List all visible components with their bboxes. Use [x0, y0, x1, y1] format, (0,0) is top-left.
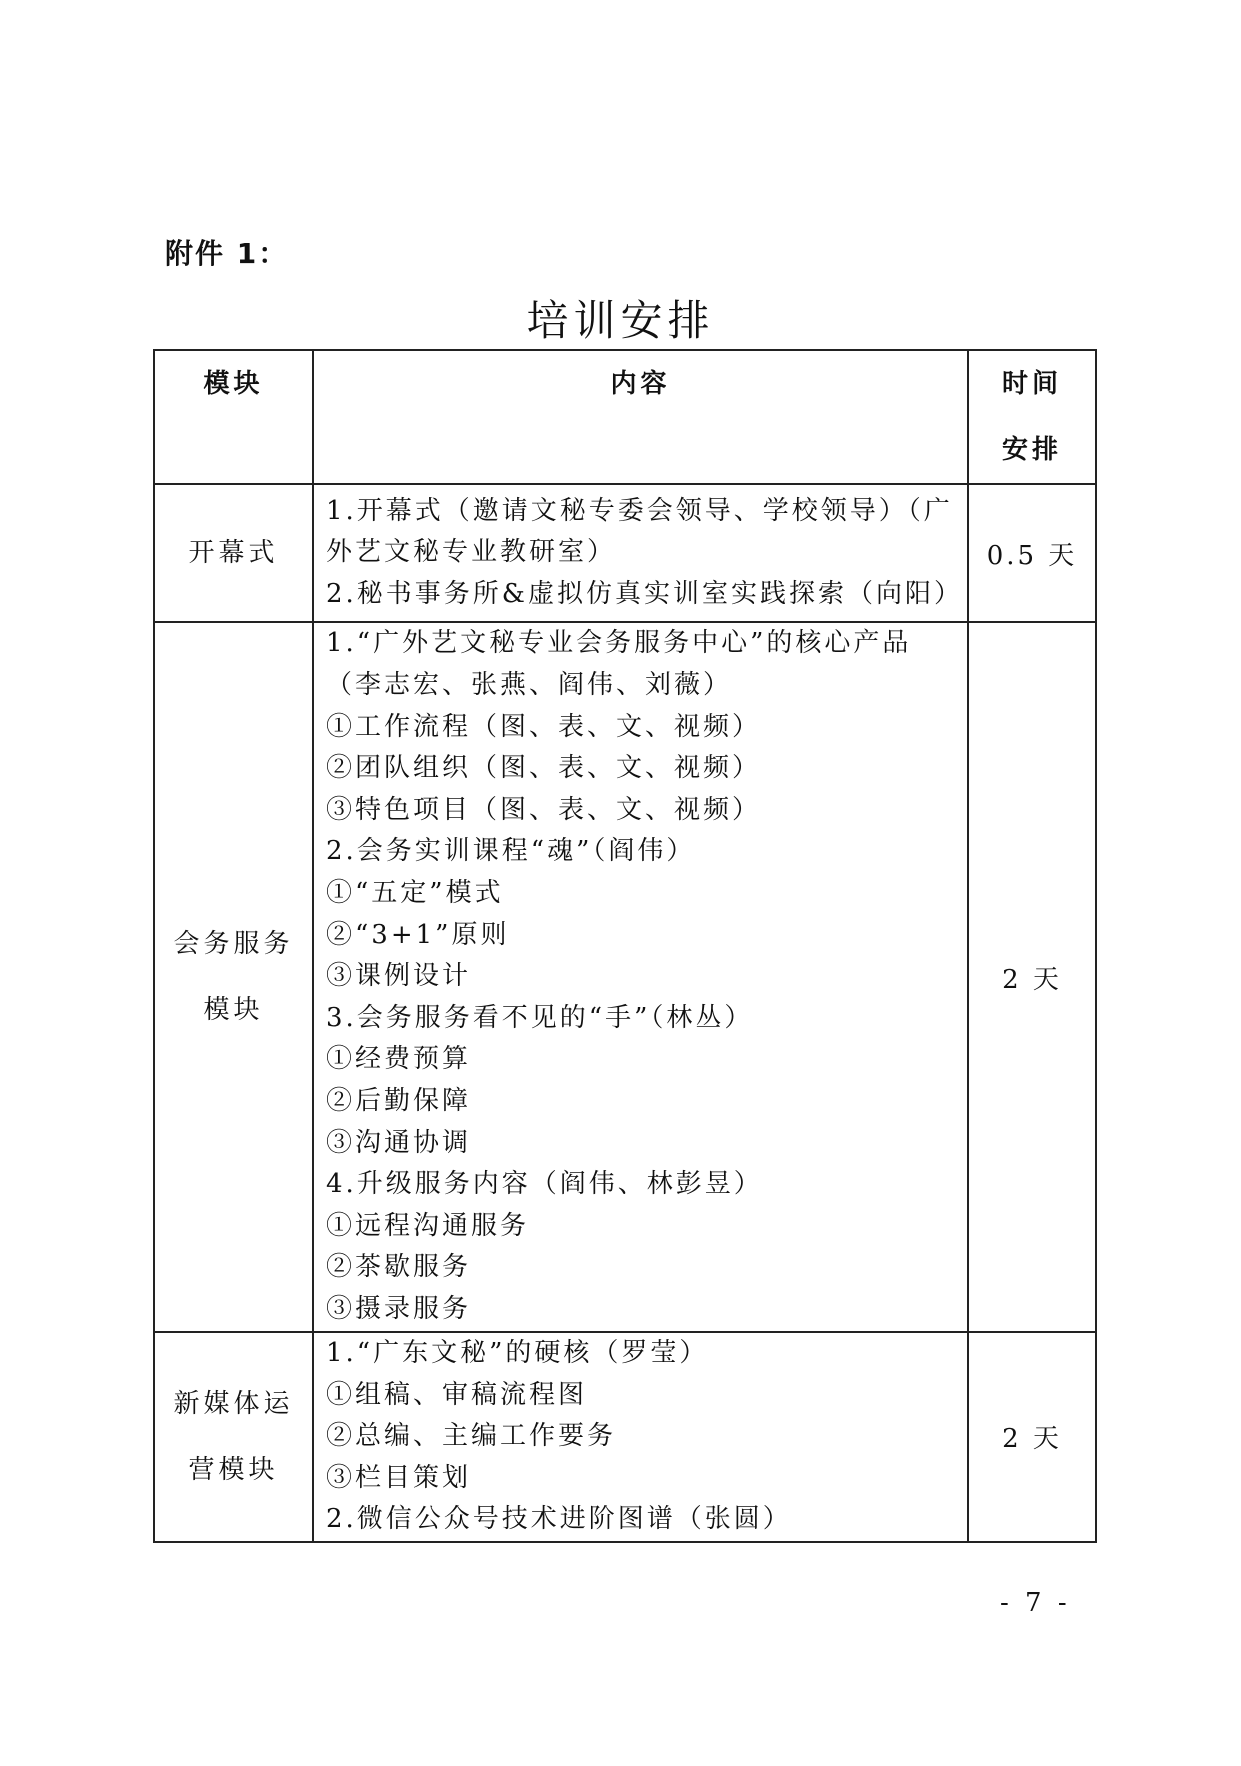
table-header-row	[154, 350, 1096, 484]
header-time-line-2: 安排	[1001, 435, 1062, 465]
table-row	[154, 484, 1096, 622]
content-line: 外艺文秘专业教研室）	[326, 537, 617, 568]
module-cell	[154, 484, 313, 622]
content-line: 1.“广东文秘”的硬核（罗莹）	[326, 1338, 709, 1368]
content-line: 2.微信公众号技术进阶图谱（张圆）	[326, 1504, 792, 1535]
module-label: 会务服务	[173, 929, 294, 959]
content-line: ③摄录服务	[326, 1293, 472, 1324]
header-content-label: 内容	[610, 369, 671, 399]
content-line: ②“3+1”原则	[326, 919, 510, 950]
content-line: 1.“广外艺文秘专业会务服务中心”的核心产品	[326, 628, 912, 659]
content-line: ②团队组织（图、表、文、视频）	[326, 753, 762, 784]
content-line: ①组稿、审稿流程图	[326, 1379, 588, 1410]
content-line: 3.会务服务看不见的“手”（林丛）	[326, 1002, 754, 1033]
header-time-line-1: 时间	[1001, 369, 1062, 399]
content-line: ③栏目策划	[326, 1462, 472, 1493]
content-line: ①远程沟通服务	[326, 1210, 530, 1241]
content-cell	[313, 484, 968, 622]
time-cell: 2 天	[968, 622, 1096, 1332]
module-label: 模块	[203, 995, 264, 1025]
header-content	[313, 350, 968, 484]
content-line: 4.升级服务内容（阎伟、林彭昱）	[326, 1169, 763, 1200]
content-line: ③特色项目（图、表、文、视频）	[326, 794, 762, 825]
content-cell	[313, 622, 968, 1332]
module-label: 开幕式	[188, 538, 279, 568]
content-line: ③课例设计	[326, 961, 472, 992]
header-module-label: 模块	[203, 369, 264, 399]
content-line: ①经费预算	[326, 1044, 472, 1075]
content-line: ①工作流程（图、表、文、视频）	[326, 711, 762, 742]
content-line: ②后勤保障	[326, 1085, 472, 1116]
module-cell	[154, 1332, 313, 1542]
content-line: 2.会务实训课程“魂”（阎伟）	[326, 836, 696, 867]
content-line: ①“五定”模式	[326, 878, 504, 909]
time-cell: 2 天	[968, 1332, 1096, 1542]
content-line: ②总编、主编工作要务	[326, 1421, 617, 1452]
header-module	[154, 350, 313, 484]
training-schedule-table	[153, 349, 1097, 1543]
content-line: ③沟通协调	[326, 1127, 472, 1158]
content-line: 2.秘书事务所&虚拟仿真实训室实践探索（向阳）	[326, 578, 963, 609]
content-line: （李志宏、张燕、阎伟、刘薇）	[326, 670, 733, 701]
header-time	[968, 350, 1096, 484]
content-line: 1.开幕式（邀请文秘专委会领导、学校领导）（广	[326, 495, 953, 526]
table-row	[154, 1332, 1096, 1542]
module-label: 营模块	[188, 1454, 279, 1485]
time-cell: 0.5 天	[968, 484, 1096, 622]
attachment-label: 附件 1：	[165, 237, 289, 270]
table-row	[154, 622, 1096, 1332]
module-cell	[154, 622, 313, 1332]
module-label: 新媒体运	[173, 1388, 294, 1419]
content-line: ②茶歇服务	[326, 1252, 472, 1283]
document-title: 培训安排	[526, 296, 715, 345]
content-cell	[313, 1332, 968, 1542]
page-number: - 7 -	[1000, 1588, 1071, 1618]
